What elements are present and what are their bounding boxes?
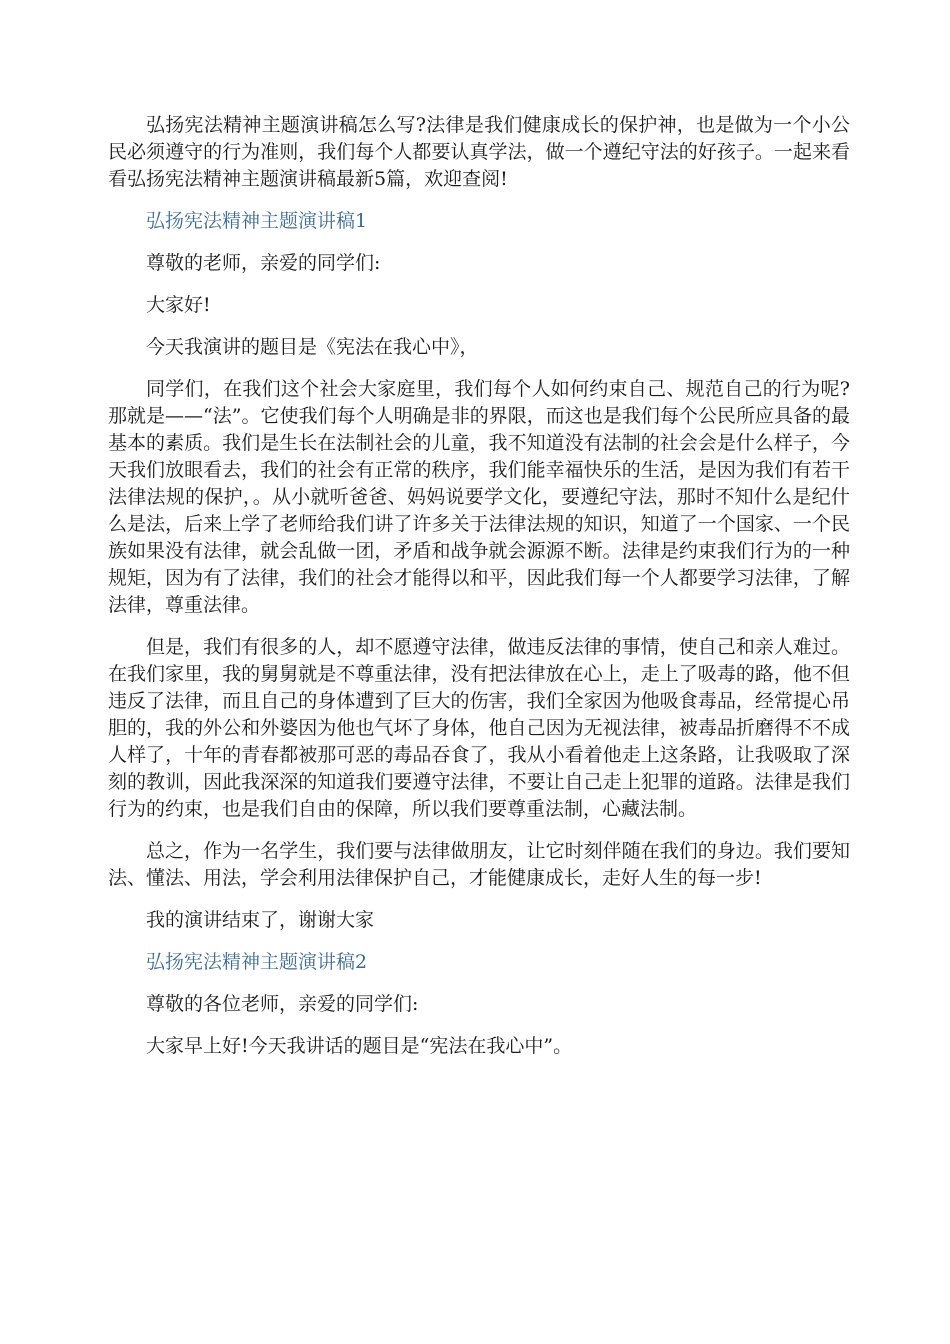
document-body (108, 112, 850, 1075)
speech-1-topic: 今天我演讲的题目是《宪法在我心中》， (146, 336, 479, 358)
speech-1-heading: 弘扬宪法精神主题演讲稿1 (146, 210, 368, 232)
speech-2-opening: 大家早上好!今天我讲话的题目是“宪法在我心中”。 (146, 1035, 573, 1057)
speech-1-salutation: 尊敬的老师，亲爱的同学们: (146, 252, 381, 274)
intro-paragraph: 弘扬宪法精神主题演讲稿怎么写?法律是我们健康成长的保护神，也是做为一个小公民必须遵守的行为准则，我们每个人都要认真学法，做一个遵纪守法的好孩子。一起来看看弘扬宪法精神主题演讲稿最新5篇，欢迎查阅! (108, 114, 850, 190)
speech-2-salutation: 尊敬的各位老师，亲爱的同学们: (146, 993, 419, 1015)
speech-1-body-paragraph-1: 同学们，在我们这个社会大家庭里，我们每个人如何约束自己、规范自己的行为呢?那就是——“法”。它使我们每个人明确是非的界限，而这也是我们每个公民所应具备的最基本的素质。我们是生长在法制社会的儿童，我不知道没有法制的社会会是什么样子，今天我们放眼看去，我们的社会有正常的秩序，我们能幸福快乐的生活，是因为我们有若干法律法规的保护，。从小就听爸爸、妈妈说要学文化，要遵纪守法，那时不知什么是纪什么是法，后来上学了老师给我们讲了许多关于法律法规的知识，知道了一个国家、一个民族如果没有法律，就会乱做一团，矛盾和战争就会源源不断。法律是约束我们行为的一种规矩，因为有了法律，我们的社会才能得以和平，因此我们每一个人都要学习法律，了解法律，尊重法律。 (108, 378, 850, 616)
speech-1-body-paragraph-3: 总之，作为一名学生，我们要与法律做朋友，让它时刻伴随在我们的身边。我们要知法、懂法、用法，学会利用法律保护自己，才能健康成长，走好人生的每一步! (108, 840, 850, 889)
speech-1-greeting: 大家好! (146, 294, 211, 316)
speech-2-heading: 弘扬宪法精神主题演讲稿2 (146, 951, 368, 973)
speech-1-body-paragraph-2: 但是，我们有很多的人，却不愿遵守法律，做违反法律的事情，使自己和亲人难过。在我们家里，我的舅舅就是不尊重法律，没有把法律放在心上，走上了吸毒的路，他不但违反了法律，而且自己的身体遭到了巨大的伤害，我们全家因为他吸食毒品，经常提心吊胆的，我的外公和外婆因为他也气坏了身体，他自己因为无视法律，被毒品折磨得不不成人样了，十年的青春都被那可恶的毒品吞食了，我从小看着他走上这条路，让我吸取了深刻的教训，因此我深深的知道我们要遵守法律，不要让自己走上犯罪的道路。法律是我们行为的约束，也是我们自由的保障，所以我们要尊重法制，心藏法制。 (108, 636, 850, 820)
speech-1-closing: 我的演讲结束了，谢谢大家 (146, 909, 375, 931)
